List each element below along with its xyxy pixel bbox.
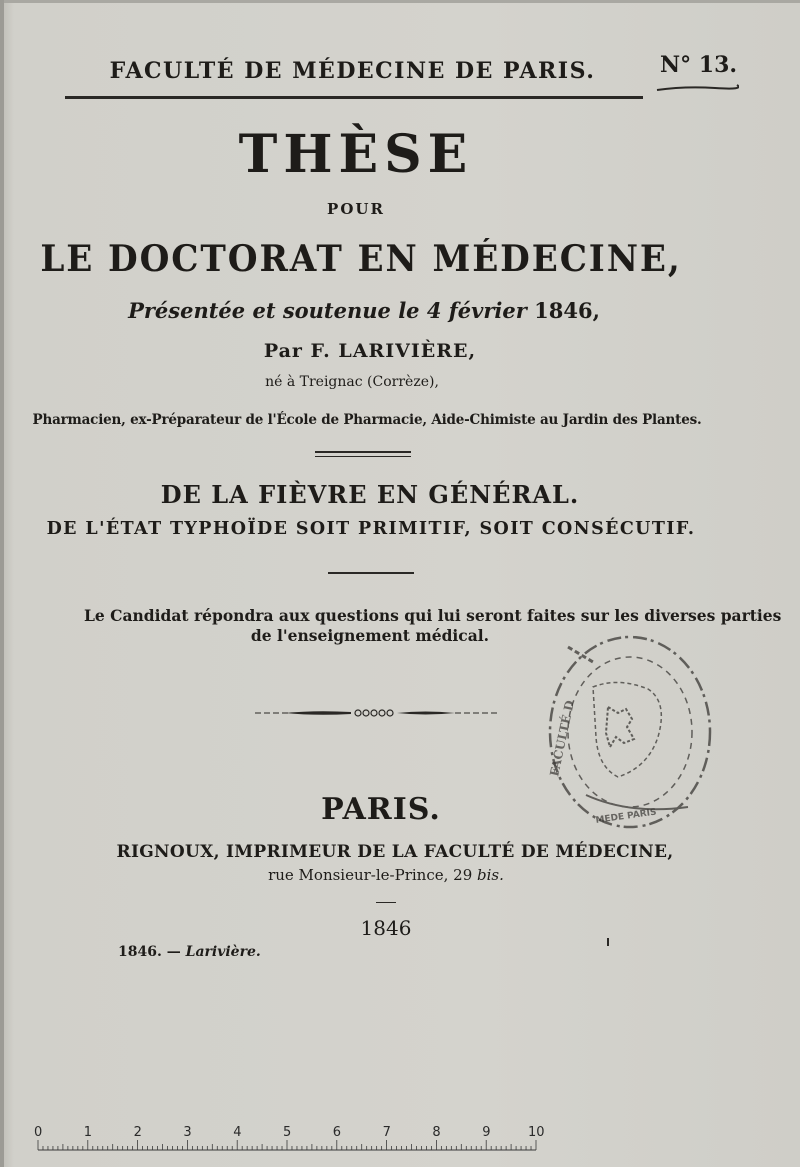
birthplace-line: né à Treignac (Corrèze), — [265, 374, 439, 390]
thesis-title: THÈSE — [238, 124, 474, 185]
ruler-label: 10 — [528, 1125, 545, 1140]
presentation-line — [0, 298, 728, 323]
svg-text:FACULTÉ D: FACULTÉ D — [547, 699, 577, 778]
imprint-year: 1846 — [360, 916, 412, 940]
presentation-text: Présentée et soutenue le 4 février — [128, 298, 527, 323]
pour-label: POUR — [327, 200, 385, 218]
ruler-label: 7 — [382, 1125, 391, 1140]
ruler-label: 5 — [283, 1125, 292, 1140]
rule-divider — [328, 572, 414, 574]
faculty-heading: FACULTÉ DE MÉDECINE DE PARIS. — [109, 58, 596, 84]
header-rule — [65, 96, 643, 99]
ruler-label: 9 — [482, 1125, 491, 1140]
credentials-line: Pharmacien, ex-Préparateur de l'École de Pharmacie, Aide-Chimiste au Jardin des Plantes. — [32, 412, 702, 428]
candidate-note-line1: Le Candidat répondra aux questions qui lui seront faites sur les diverses parties — [84, 606, 782, 625]
degree-title: LE DOCTORAT EN MÉDECINE, — [40, 238, 682, 280]
ruler-label: 4 — [233, 1125, 242, 1140]
subject-title: DE LA FIÈVRE EN GÉNÉRAL. — [160, 480, 580, 509]
margin-tick-mark — [607, 938, 609, 946]
short-rule — [376, 902, 396, 903]
imprint-address-bis: bis. — [477, 866, 504, 884]
footer-signature — [118, 944, 261, 960]
footer-year: 1846. — — [118, 944, 181, 960]
ruler-label: 0 — [34, 1125, 43, 1140]
subject-subtitle: DE L'ÉTAT TYPHOÏDE SOIT PRIMITIF, SOIT CONSÉCUTIF. — [46, 519, 696, 539]
candidate-note-line2: de l'enseignement médical. — [250, 626, 490, 645]
faculty-stamp-seal — [538, 627, 718, 837]
imprint-printer: RIGNOUX, IMPRIMEUR DE LA FACULTÉ DE MÉDECINE, — [116, 842, 674, 862]
ruler-label: 6 — [332, 1125, 342, 1140]
svg-text:MEDE PARIS: MEDE PARIS — [595, 807, 658, 826]
imprint-address-street: rue Monsieur-le-Prince, 29 — [268, 866, 473, 884]
ruler-label: 3 — [183, 1125, 192, 1140]
presentation-year: 1846, — [534, 298, 600, 323]
page-top-edge — [0, 0, 800, 3]
thesis-number: N° 13. — [660, 52, 738, 78]
ruler-label: 8 — [432, 1125, 441, 1140]
number-underline-swash — [655, 84, 739, 92]
ruler-scale — [30, 1122, 550, 1162]
double-rule-divider — [315, 451, 411, 457]
ruler-label: 1 — [83, 1125, 93, 1140]
author-line: Par F. LARIVIÈRE, — [263, 340, 477, 362]
footer-author: Larivière. — [185, 944, 261, 960]
ruler-label: 2 — [133, 1125, 142, 1140]
measurement-ruler — [30, 1122, 550, 1162]
imprint-city: PARIS. — [321, 792, 441, 827]
ornamental-rule — [255, 706, 500, 720]
imprint-address — [0, 866, 772, 884]
